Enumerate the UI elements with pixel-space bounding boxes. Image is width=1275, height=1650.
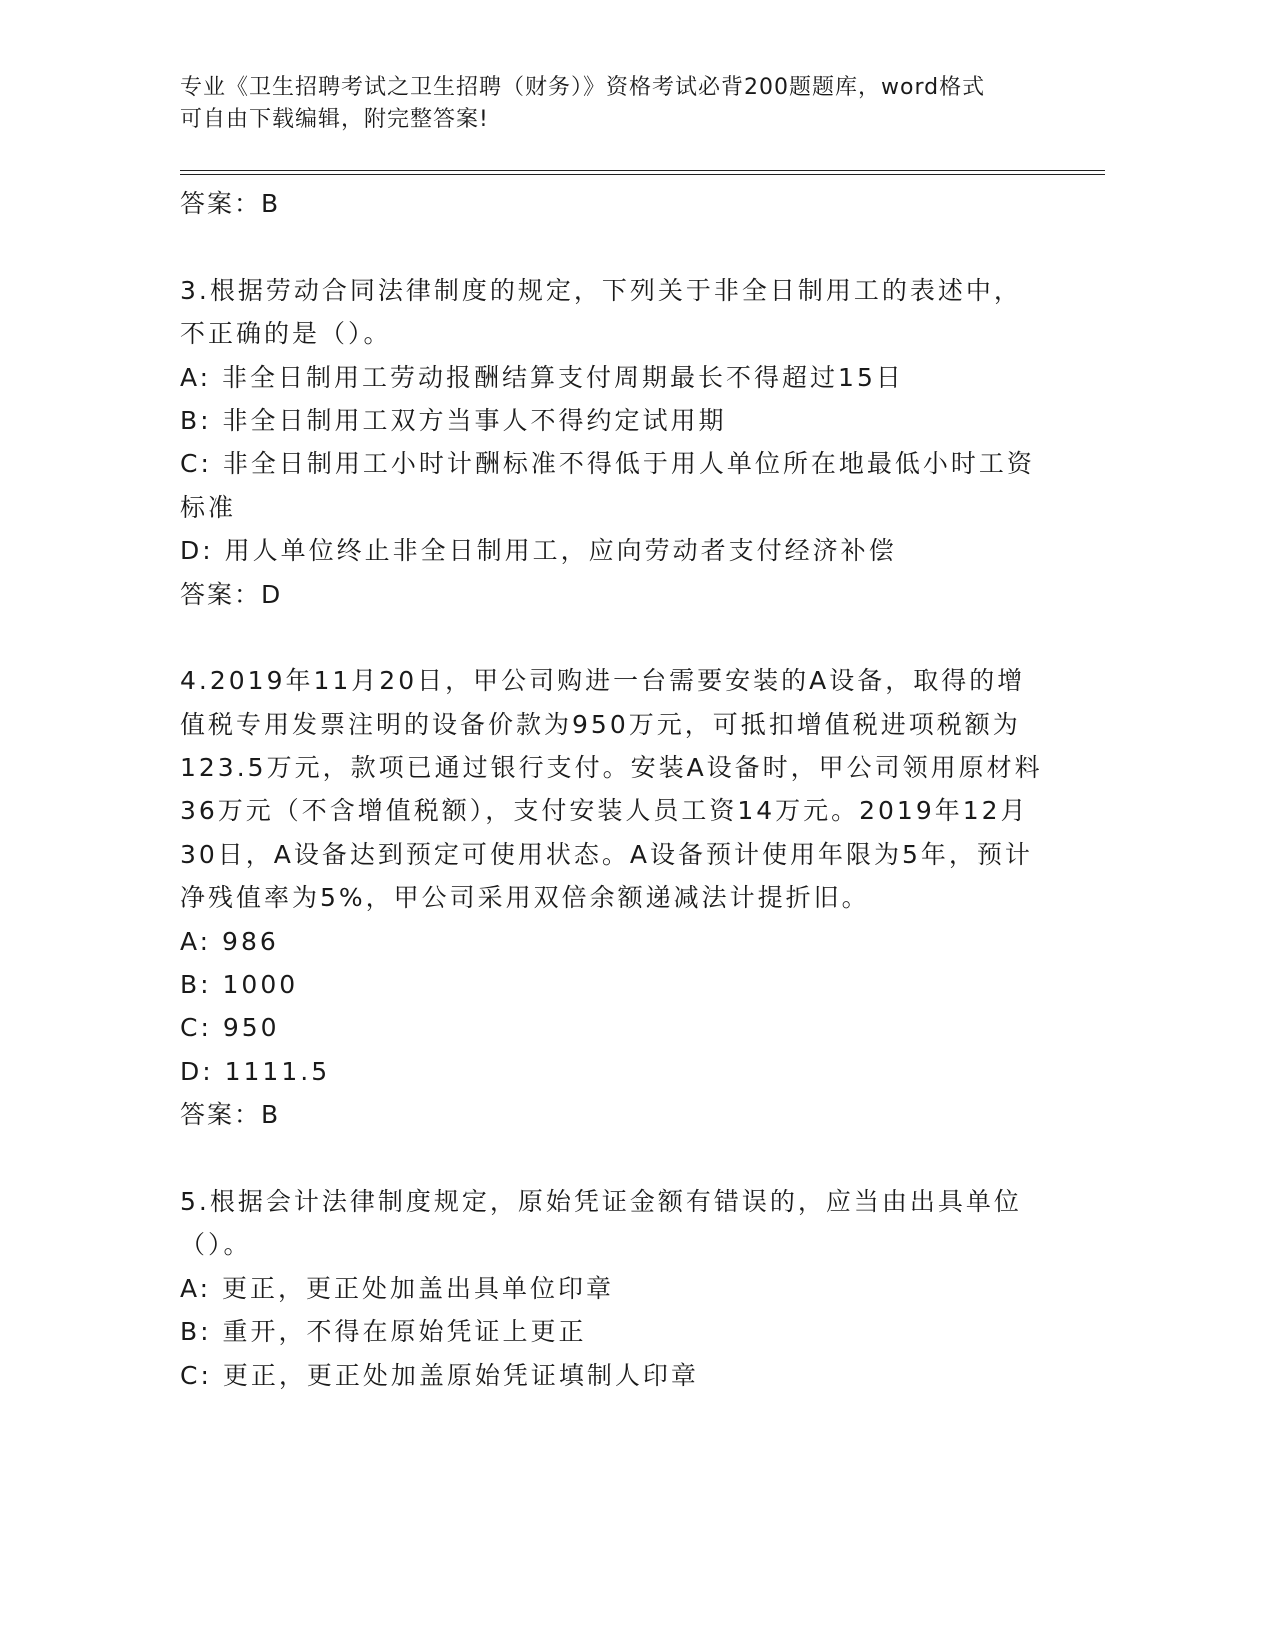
- question-4-option-a: A: 986: [180, 926, 279, 956]
- question-5-stem-line-2: （）。: [180, 1230, 252, 1260]
- question-4-stem-line-6: 净残值率为5%，甲公司采用双倍余额递减法计提折旧。: [180, 883, 870, 913]
- question-3-option-d: D: 用人单位终止非全日制用工，应向劳动者支付经济补偿: [180, 536, 897, 566]
- question-4-stem-line-5: 30日，A设备达到预定可使用状态。A设备预计使用年限为5年，预计: [180, 839, 1033, 869]
- question-content: [180, 182, 1060, 1397]
- question-4-stem-line-3: 123.5万元，款项已通过银行支付。安装A设备时，甲公司领用原材料: [180, 753, 1043, 783]
- question-3-option-a: A: 非全日制用工劳动报酬结算支付周期最长不得超过15日: [180, 362, 904, 392]
- question-3-answer: 答案：D: [180, 579, 283, 609]
- question-4-stem-line-1: 4.2019年11月20日，甲公司购进一台需要安装的A设备，取得的增: [180, 666, 1026, 696]
- question-5: [180, 1180, 1060, 1397]
- question-5-option-c: C: 更正，更正处加盖原始凭证填制人印章: [180, 1360, 699, 1390]
- question-4-option-d: D: 1111.5: [180, 1056, 331, 1086]
- header-line-2: 可自由下载编辑，附完整答案!: [180, 107, 489, 132]
- question-3: [180, 269, 1060, 616]
- question-5-option-b: B: 重开，不得在原始凭证上更正: [180, 1317, 587, 1347]
- question-3-option-c-line-2: 标准: [180, 492, 237, 522]
- question-4-answer: 答案：B: [180, 1100, 281, 1130]
- question-4-option-b: B: 1000: [180, 970, 299, 1000]
- spacer: [180, 225, 1060, 268]
- spacer: [180, 1137, 1060, 1180]
- question-5-option-a: A: 更正，更正处加盖出具单位印章: [180, 1273, 615, 1303]
- question-5-stem-line-1: 5.根据会计法律制度规定，原始凭证金额有错误的，应当由出具单位: [180, 1186, 1022, 1216]
- spacer: [180, 616, 1060, 659]
- question-4-option-c: C: 950: [180, 1013, 280, 1043]
- question-4: [180, 659, 1060, 1136]
- question-3-option-b: B: 非全日制用工双方当事人不得约定试用期: [180, 405, 727, 435]
- question-3-stem-line-2: 不正确的是（）。: [180, 319, 392, 349]
- previous-answer: 答案：B: [180, 189, 281, 218]
- header-line-1: 专业《卫生招聘考试之卫生招聘（财务）》资格考试必背200题题库，word格式: [180, 75, 986, 100]
- header-double-rule: [180, 170, 1105, 175]
- question-4-stem-line-2: 值税专用发票注明的设备价款为950万元，可抵扣增值税进项税额为: [180, 709, 1021, 739]
- question-3-option-c-line-1: C: 非全日制用工小时计酬标准不得低于用人单位所在地最低小时工资: [180, 449, 1035, 479]
- question-3-stem-line-1: 3.根据劳动合同法律制度的规定，下列关于非全日制用工的表述中，: [180, 275, 1022, 305]
- document-header: [180, 72, 1060, 136]
- question-4-stem-line-4: 36万元（不含增值税额），支付安装人员工资14万元。2019年12月: [180, 796, 1029, 826]
